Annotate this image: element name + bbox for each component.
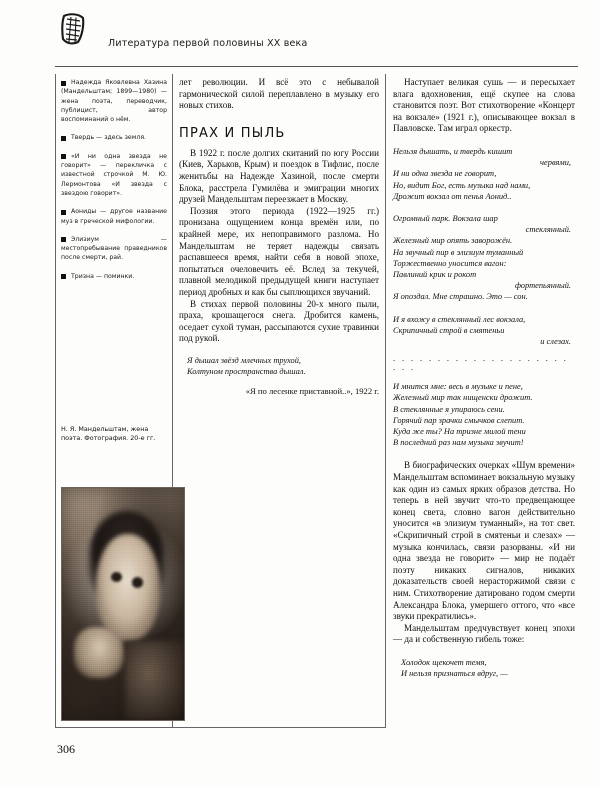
verse-line: Железный мир опять заворожён. [393,236,513,246]
verse-line: фортепьянный. [514,281,571,291]
column-rule-right [385,74,386,727]
column-rule-left [55,74,56,727]
verse-line: червями, [540,158,571,168]
verse-line: И нельзя признаться вдруг, — [401,669,508,679]
paragraph: Поэзия этого периода (1922—1925 гг.) пронизана ощущением конца времён или, по крайней мере, их непоправимого разлома. Но Мандельштам не теряет надежды связать распавшееся время, найти себя в новой эпохе, попытаться очеловечить её. Вслед за текучей, плавной мелодикой предыдущей книги наступает период дробных и как бы сыплющихся звучаний. [179,205,379,297]
verse-line: Дрожит вокзал от пенья Аонид.. [393,191,512,201]
square-bullet-icon [61,210,66,215]
square-bullet-icon [61,274,66,279]
verse-line: Холодок щекочет темя, [401,657,487,667]
section-title: ПРАХ И ПЫЛЬ [179,125,286,141]
verse-line: И мнится мне: весь в музыке и пене, [393,382,523,392]
margin-note-text: Надежда Яковлевна Хазина (Мандельштам; 1899—1980) — жена поэта, переводчик, публицист, автор воспоминаний о нём. [61,79,167,124]
verse-quote [393,657,575,679]
paragraph: Мандельштам предчувствует конец эпохи — да и собственную гибель тоже: [393,622,575,645]
verse-line: Павлиний крик и рокот [393,270,477,279]
verse-line: Куда же ты? На тризне милой тени [393,427,526,437]
verse-line: В стеклянные я упираюсь сени. [393,404,505,414]
square-bullet-icon [61,136,66,141]
verse-stanza [393,314,575,348]
margin-note-text: Тризна — поминки. [71,272,135,280]
verse-source: «Я по лесенке приставной..», 1922 г. [245,386,379,397]
margin-note-text: Элизиум — местопребывание праведников после смерти, рай. [61,235,167,262]
paragraph-continued: лет революции. И всё это с небывалой гармонической силой переплавлено в музыку его новых стихов. [179,77,379,111]
verse-stanza [393,146,575,202]
verse-line: Торжественно уносится вагон: [393,258,507,268]
paragraph: В 1922 г. после долгих скитаний по югу России (Киев, Харьков, Крым) и поездок в Тифлис, после женитьбы на Надежде Хазиной, после смерти Блока, расстрела Гумилёва и эмиграции многих друзей Мандельштам переезжает в Москву. [179,147,379,205]
verse-line: Горячий пар зрачки смычков слепит. [393,415,525,425]
photo-grain-overlay [62,488,184,720]
verse-line: Колтуном пространства дышал. [187,367,306,377]
margin-notes [61,78,167,290]
square-bullet-icon [61,81,66,86]
verse-line: Нельзя дышать, и твердь кишит [393,146,513,156]
verse-line: Я опоздал. Мне страшно. Это — сон. [393,292,528,302]
paragraph: В биографических очерках «Шум времени» Мандельштам вспоминает вокзальную музыку как один из самых ярких образов детства. Но теперь в ней звучит что-то предвещающее конец света, словно вагон действительно уносится «в элизиум туманный», на тот свет. «Скрипичный строй в смятеньи и слезах» — музыка кончилась, связи разорваны. «И ни одна звезда не говорит» — мир не подаёт поэту никаких сигналов, никаких доказательств своей нерасторжимой связи с ним. Стихотворение датировано годом смерти Александра Блока, умершего оттого, что «все звуки прекратились». [393,460,575,622]
margin-note [61,78,167,124]
verse-line: стеклянный. [525,225,571,235]
verse-line: Огромный парк. Вокзала шар [393,213,498,223]
paragraph: Наступает великая сушь — и пересыхает влага вдохновения, ещё скупее на слова становится поэт. Вот стихотворение «Концерт на вокзале» (1921 г.), описывающее вокзал в Павловске. Там играл оркестр. [393,77,575,134]
right-text-column [393,77,575,679]
margin-note-text: «И ни одна звезда не говорит» — перекличка с известной строчкой М. Ю. Лермонтова «И звезда с звездою говорит». [61,152,167,197]
book-leaf-icon [60,12,86,46]
header-divider [55,66,578,67]
bottom-divider [55,727,386,728]
page-header [0,0,600,66]
margin-note [61,272,167,281]
verse-line: И ни одна звезда не говорит, [393,169,497,179]
margin-note [61,133,167,142]
verse-line: И я вхожу в стеклянный лес вокзала, [393,314,526,324]
photo-caption: Н. Я. Мандельштам, жена поэта. Фотография. 20-е гг. [61,425,156,442]
margin-note [61,207,167,226]
middle-text-column [179,77,379,396]
margin-note-text: Аониды — другое название муз в греческой мифологии. [61,208,167,225]
paragraph: В стихах первой половины 20-х много пыли, праха, крошащегося снега. Дробится камень, оседает сухой туман, рассыпаются сухие травинки под рукой. [179,298,379,344]
verse-line: Я дышал звёзд млечных трухой, [187,355,302,365]
verse-line: Скрипичный строй в смятеньи [393,325,505,335]
margin-note [61,235,167,263]
margin-note [61,152,167,198]
page-number: 306 [57,742,75,756]
verse-line: и слезах. [540,337,571,347]
verse-line: На звучный пир в элизиум туманный [393,247,524,257]
verse-line: Но, видит Бог, есть музыка над нами, [393,180,531,190]
verse-stanza [393,213,575,303]
verse-line: В последний раз нам музыка звучит! [393,438,524,448]
verse-quote [179,355,379,377]
square-bullet-icon [61,237,66,242]
verse-omission-dots: . . . . . . . . . . . . . . . . . . . . . . . [393,354,569,373]
square-bullet-icon [61,154,66,159]
portrait-photograph [61,487,185,721]
page-title: Литература первой половины XX века [108,38,308,49]
verse-stanza [393,381,575,448]
verse-line: Железный мир так нищенски дрожит. [393,393,533,403]
margin-note-text: Твердь — здесь земля. [71,134,147,142]
